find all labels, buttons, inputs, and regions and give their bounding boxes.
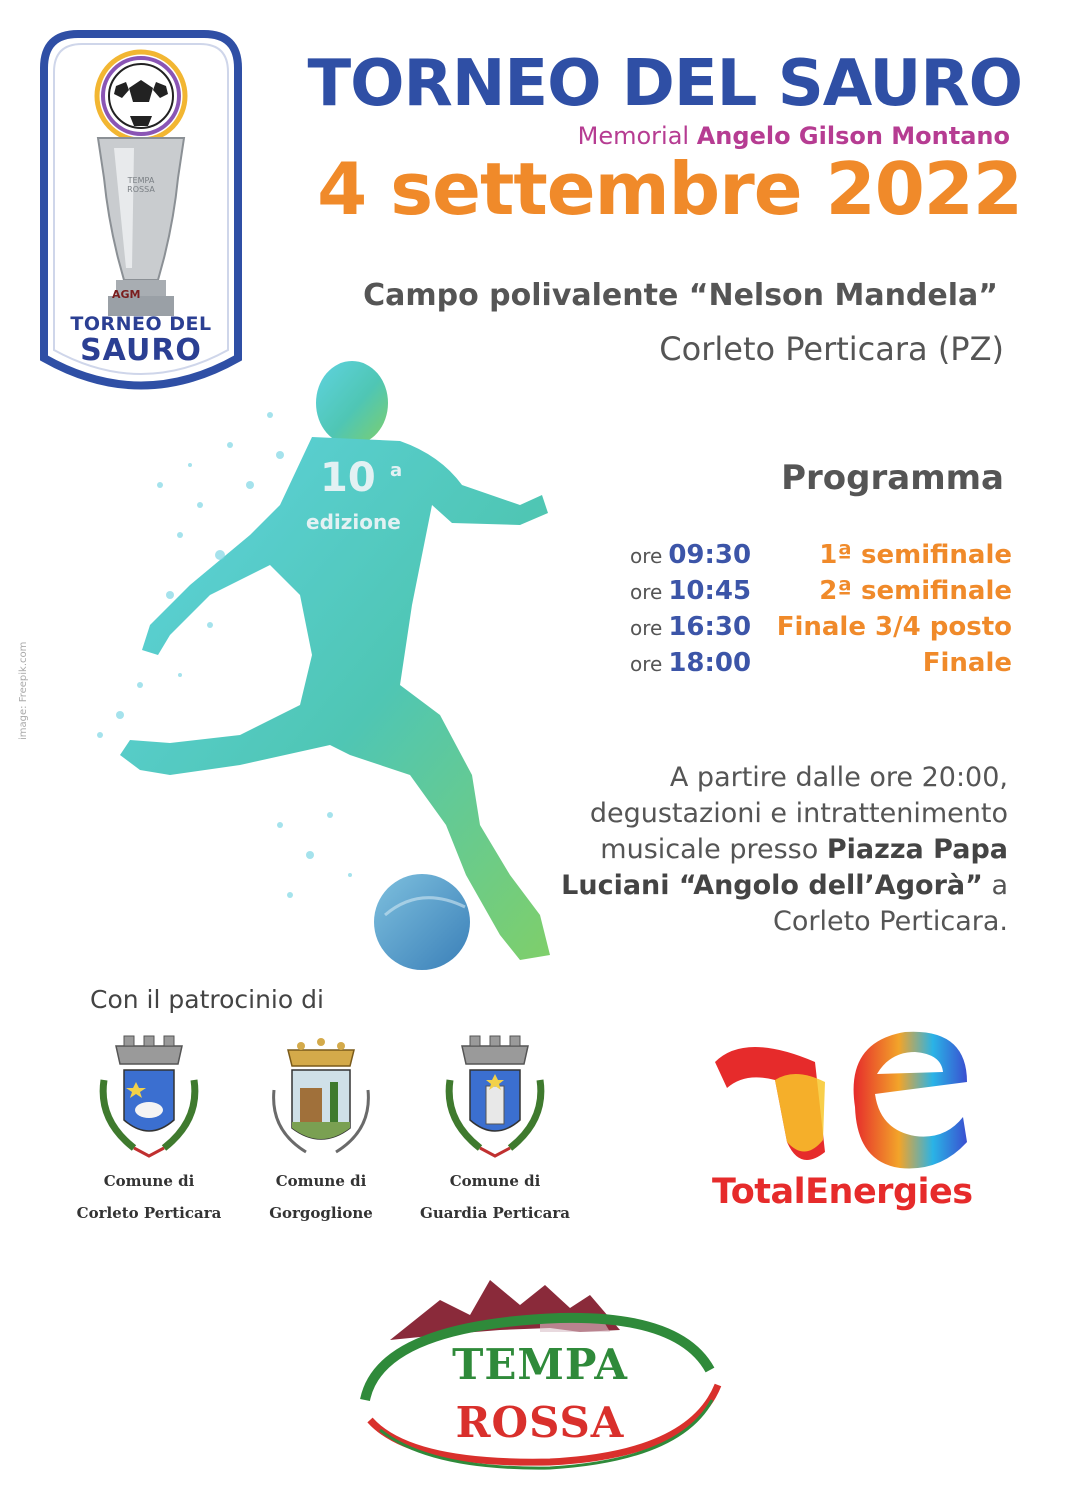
program-row (560, 612, 1012, 646)
memorial-prefix: Memorial (577, 122, 690, 150)
football-player-silhouette (80, 355, 600, 985)
comune-label: Comune di (275, 1172, 367, 1190)
tempa-rossa-line1: TEMPA (452, 1340, 628, 1389)
evening-line: degustazioni e intrattenimento (589, 798, 1008, 829)
totalenergies-logo-icon (705, 1022, 975, 1182)
ore-label: ore (630, 580, 663, 604)
evening-line (528, 832, 1008, 868)
evening-line: A partire dalle ore 20:00, (669, 762, 1008, 793)
memorial-line (578, 122, 1010, 150)
memorial-name: Angelo Gilson Montano (696, 122, 1010, 150)
edition-number: 10 (320, 455, 376, 501)
ore-label: ore (630, 652, 663, 676)
evening-line (528, 868, 1008, 904)
badge-title-line2: SAURO (80, 333, 202, 368)
evening-place: Luciani “Angolo dell’Agorà” (561, 870, 983, 901)
comune-name: Gorgoglione (269, 1204, 373, 1222)
event-title: TORNEO DEL SAURO (307, 47, 1022, 121)
comune-name: Guardia Perticara (420, 1204, 570, 1222)
evening-text: musicale presso (600, 834, 827, 865)
evening-info (528, 760, 1008, 940)
ore-label: ore (630, 544, 663, 568)
evening-place: Piazza Papa (826, 834, 1008, 865)
event-date: 4 settembre 2022 (317, 147, 1022, 231)
program-event: 2ª semifinale (819, 576, 1012, 606)
venue-town: Corleto Perticara (PZ) (659, 330, 1004, 368)
venue-name: Campo polivalente “Nelson Mandela” (363, 278, 998, 313)
corleto-perticara-crest-icon (94, 1030, 204, 1170)
program-time: 09:30 (668, 540, 752, 570)
program-event: Finale (922, 648, 1012, 678)
ore-label: ore (630, 616, 663, 640)
evening-text: a (982, 870, 1008, 901)
program-row (560, 576, 1012, 610)
badge-title-line1: TORNEO DEL (70, 313, 212, 335)
program-event: 1ª semifinale (819, 540, 1012, 570)
program-event: Finale 3/4 posto (776, 612, 1012, 642)
edition-superscript: a (390, 460, 403, 481)
guardia-perticara-crest-icon (440, 1030, 550, 1170)
evening-line: Corleto Perticara. (772, 906, 1008, 937)
edition-word: edizione (306, 510, 401, 534)
patronage-title: Con il patrocinio di (90, 985, 324, 1014)
image-credit: image: Freepik.com (18, 641, 29, 740)
tempa-rossa-line2: ROSSA (455, 1398, 625, 1447)
comune-label: Comune di (449, 1172, 541, 1190)
program-row (560, 540, 1012, 574)
comune-name: Corleto Perticara (76, 1204, 222, 1222)
program-time: 16:30 (668, 612, 752, 642)
comune-label: Comune di (103, 1172, 195, 1190)
badge-brand-text: TEMPA ROSSA (127, 176, 155, 194)
program-time: 10:45 (668, 576, 752, 606)
program-time: 18:00 (668, 648, 752, 678)
badge-agm-text: AGM (112, 288, 141, 301)
program-title: Programma (781, 458, 1004, 498)
program-row (560, 648, 1012, 682)
totalenergies-name: TotalEnergies (712, 1172, 973, 1212)
gorgoglione-crest-icon (266, 1030, 376, 1170)
